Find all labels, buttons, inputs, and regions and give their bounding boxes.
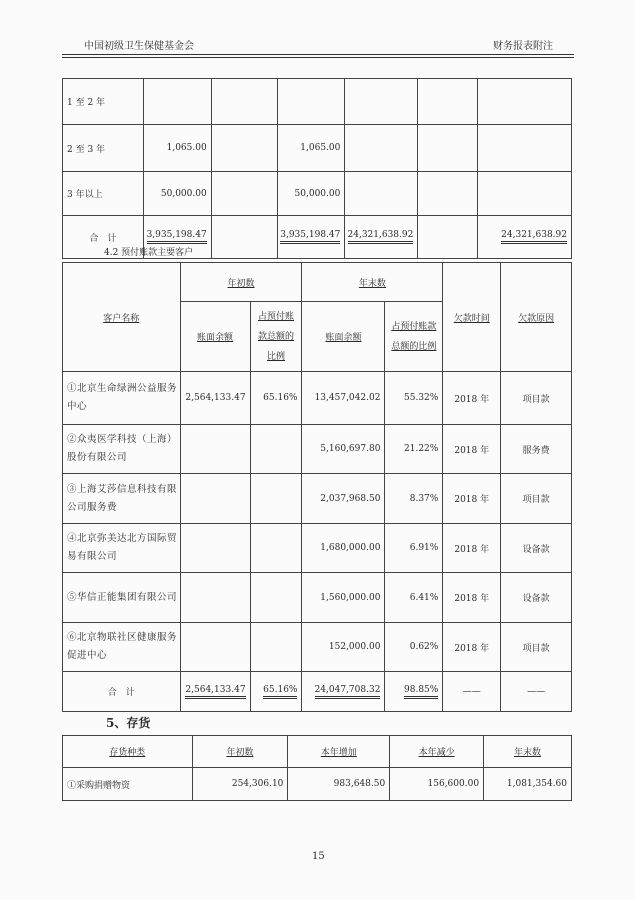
begin-ratio — [250, 573, 302, 623]
begin-amount — [180, 474, 250, 524]
cell — [418, 172, 478, 216]
begin-amount: 2,564,133.47 — [180, 372, 250, 425]
header-end-ratio: 占预付账款总额的比例 — [385, 302, 443, 372]
total-reason-dash: —— — [501, 672, 572, 712]
cell — [211, 79, 278, 125]
debt-reason: 设备款 — [501, 573, 572, 623]
cell: 1,065.00 — [278, 125, 345, 172]
customer-name: ⑤华信正能集团有限公司 — [63, 573, 181, 623]
header-begin-ratio: 占预付账款总额的比例 — [250, 302, 302, 372]
cell — [478, 125, 572, 172]
header-end: 年末数 — [484, 736, 572, 768]
debt-reason: 设备款 — [501, 524, 572, 573]
debt-time: 2018 年 — [443, 372, 501, 425]
inventory-begin: 254,306.10 — [192, 768, 288, 801]
table-row — [63, 125, 572, 172]
cell — [278, 79, 345, 125]
table-row — [63, 425, 572, 474]
row-label: 2 至 3 年 — [63, 125, 144, 172]
end-ratio: 8.37% — [385, 474, 443, 524]
cell — [418, 79, 478, 125]
header-org: 中国初级卫生保健基金会 — [84, 41, 194, 52]
table-row — [63, 623, 572, 672]
header-end: 年末数 — [302, 263, 443, 302]
cell: 50,000.00 — [278, 172, 345, 216]
header-reason: 欠款原因 — [501, 263, 572, 372]
cell — [143, 79, 211, 125]
end-amount: 13,457,042.02 — [302, 372, 385, 425]
aging-table — [62, 78, 572, 259]
end-amount: 5,160,697.80 — [302, 425, 385, 474]
debt-time: 2018 年 — [443, 524, 501, 573]
cell — [211, 216, 278, 259]
total-label: 合 计 — [63, 216, 144, 259]
debt-reason: 项目款 — [501, 474, 572, 524]
end-ratio: 55.32% — [385, 372, 443, 425]
table-row — [63, 474, 572, 524]
end-ratio: 6.41% — [385, 573, 443, 623]
total-begin-amount: 2,564,133.47 — [185, 685, 245, 699]
end-ratio: 6.91% — [385, 524, 443, 573]
header-rule — [62, 54, 574, 55]
end-amount: 2,037,968.50 — [302, 474, 385, 524]
row-label: 1 至 2 年 — [63, 79, 144, 125]
debt-reason: 项目款 — [501, 372, 572, 425]
end-amount: 152,000.00 — [302, 623, 385, 672]
total-c4: 24,321,638.92 — [348, 230, 414, 244]
header-doc-title: 财务报表附注 — [493, 41, 553, 52]
header-type: 存货种类 — [63, 736, 193, 768]
cell: 50,000.00 — [143, 172, 211, 216]
debt-time: 2018 年 — [443, 474, 501, 524]
begin-ratio — [250, 425, 302, 474]
begin-ratio — [250, 524, 302, 573]
begin-ratio: 65.16% — [250, 372, 302, 425]
begin-ratio — [250, 474, 302, 524]
cell — [478, 172, 572, 216]
total-c6: 24,321,638.92 — [501, 230, 567, 244]
inventory-end: 1,081,354.60 — [484, 768, 572, 801]
total-time-dash: —— — [443, 672, 501, 712]
cell — [211, 172, 278, 216]
table-row — [63, 172, 572, 216]
cell — [478, 79, 572, 125]
cell: 1,065.00 — [143, 125, 211, 172]
section-title-5: 5、存货 — [106, 716, 151, 730]
begin-amount — [180, 425, 250, 474]
end-amount: 1,560,000.00 — [302, 573, 385, 623]
begin-amount — [180, 573, 250, 623]
header-begin: 年初数 — [180, 263, 302, 302]
begin-amount — [180, 623, 250, 672]
table-row — [63, 768, 572, 801]
begin-amount — [180, 524, 250, 573]
total-end-ratio: 98.85% — [404, 685, 438, 699]
page-number: 15 — [312, 851, 325, 862]
customer-name: ①北京生命绿洲公益服务中心 — [63, 372, 181, 425]
end-ratio: 21.22% — [385, 425, 443, 474]
header-customer: 客户名称 — [63, 263, 181, 372]
cell — [418, 125, 478, 172]
customer-name: ③上海艾莎信息科技有限公司服务费 — [63, 474, 181, 524]
begin-ratio — [250, 623, 302, 672]
inventory-add: 983,648.50 — [288, 768, 390, 801]
header-rule-thin — [62, 57, 574, 58]
header-end-book: 账面余额 — [302, 302, 385, 372]
row-label: 3 年以上 — [63, 172, 144, 216]
cell — [345, 125, 418, 172]
header-begin-book: 账面余额 — [180, 302, 250, 372]
inventory-sub: 156,600.00 — [390, 768, 484, 801]
header-add: 本年增加 — [288, 736, 390, 768]
section-title-4-2: 4.2 预付账款主要客户 — [104, 248, 194, 258]
customer-name: ④北京弥美达北方国际贸易有限公司 — [63, 524, 181, 573]
total-end-amount: 24,047,708.32 — [315, 685, 381, 699]
header-sub: 本年减少 — [390, 736, 484, 768]
debt-time: 2018 年 — [443, 623, 501, 672]
table-row — [63, 79, 572, 125]
table-row — [63, 372, 572, 425]
debt-reason: 服务费 — [501, 425, 572, 474]
header-begin: 年初数 — [192, 736, 288, 768]
total-label: 合 计 — [63, 672, 181, 712]
inventory-table — [62, 735, 572, 801]
header-time: 欠款时间 — [443, 263, 501, 372]
debt-time: 2018 年 — [443, 425, 501, 474]
total-end: 3,935,198.47 — [280, 230, 340, 244]
customer-name: ⑥北京物联社区健康服务促进中心 — [63, 623, 181, 672]
total-row — [63, 672, 572, 712]
cell — [345, 79, 418, 125]
total-begin-ratio: 65.16% — [263, 685, 297, 699]
customer-name: ②众夷医学科技（上海）股份有限公司 — [63, 425, 181, 474]
debt-time: 2018 年 — [443, 573, 501, 623]
cell — [418, 216, 478, 259]
end-ratio: 0.62% — [385, 623, 443, 672]
table-row — [63, 573, 572, 623]
table-row — [63, 524, 572, 573]
cell — [345, 172, 418, 216]
prepay-table — [62, 262, 572, 712]
end-amount: 1,680,000.00 — [302, 524, 385, 573]
debt-reason: 项目款 — [501, 623, 572, 672]
total-begin: 3,935,198.47 — [147, 230, 207, 244]
inventory-type: ①采购捐赠物资 — [63, 768, 193, 801]
cell — [211, 125, 278, 172]
